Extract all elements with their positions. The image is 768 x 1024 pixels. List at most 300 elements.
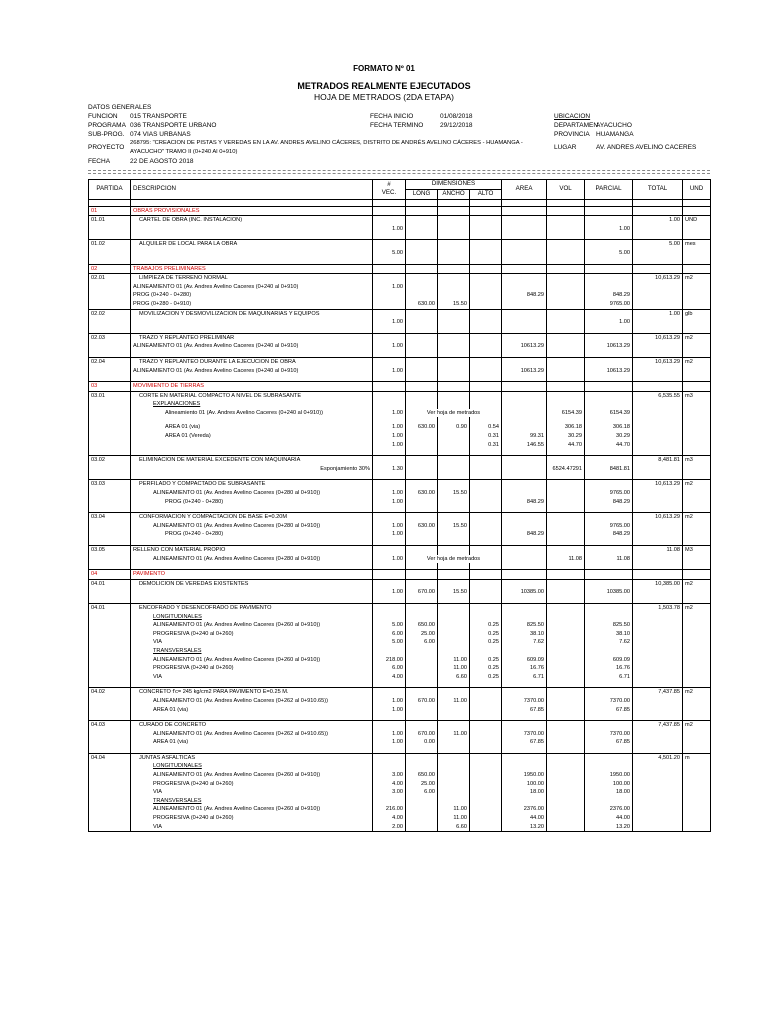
cell-und [683,797,711,806]
cell-descripcion: ALINEAMIENTO 01 (Av. Andres Avelino Caceres (0+280 al 0+910)) [131,555,373,564]
proyecto-value-line1: 268795: "CREACION DE PISTAS Y VEREDAS EN LA AV. ANDRES AVELINO CÁCERES, DISTRITO DE ANDRÉS AVELINO CÁCERES - HUAMANGA - [130,140,523,146]
cell-ancho [438,797,470,806]
cell-parcial: 13.20 [585,823,633,832]
cell-und: UND [683,216,711,225]
section-row [89,264,711,274]
cell-vol: 44.70 [547,441,585,450]
cell-und [683,441,711,450]
cell-vec [373,762,406,771]
cell-partida [89,621,131,630]
programa-value: 036 TRANSPORTE URBANO [130,122,217,129]
cell-total [633,630,683,639]
measure-row [89,630,711,639]
cell-vec: 1.00 [373,588,406,597]
cell-parcial: 67.85 [585,706,633,715]
item-row [89,240,711,249]
cell-partida [89,823,131,832]
cell-long [406,603,438,612]
format-label: FORMATO Nº 01 [353,64,415,73]
cell-parcial [585,480,633,489]
cell-parcial: 44.70 [585,441,633,450]
cell-vec: 1.00 [373,318,406,327]
cell-area: 6.71 [502,673,547,682]
cell-total [633,530,683,539]
cell-total [633,697,683,706]
cell-vec [373,206,406,216]
cell-area [502,206,547,216]
cell-vec [373,579,406,588]
cell-descripcion: ALINEAMIENTO 01 (Av. Andres Avelino Caceres (0+240 al 0+910) [131,342,373,351]
cell-long: 650.00 [406,621,438,630]
ubicacion-label: UBICACION [554,113,591,120]
cell-vol [547,621,585,630]
cell-vec: 1.00 [373,367,406,376]
measure-row [89,555,711,564]
cell-und: m3 [683,456,711,465]
cell-total: 10,613.29 [633,333,683,342]
cell-partida [89,199,131,206]
measure-row [89,673,711,682]
cell-partida [89,638,131,647]
cell-alto: 0.25 [470,638,502,647]
cell-ancho [438,333,470,342]
cell-total [633,382,683,392]
cell-vol [547,546,585,555]
cell-parcial: 825.50 [585,621,633,630]
cell-vol [547,579,585,588]
cell-area: 848.29 [502,291,547,300]
cell-total: 11.08 [633,546,683,555]
cell-descripcion: Esponjamiento 30% [131,465,373,474]
cell-vec: 6.00 [373,664,406,673]
cell-total [633,656,683,665]
cell-total: 6,535.55 [633,391,683,400]
cell-vec: 4.00 [373,780,406,789]
cell-total [633,441,683,450]
cell-alto [470,762,502,771]
cell-vec: 5.00 [373,249,406,258]
cell-long [406,570,438,580]
cell-alto [470,342,502,351]
cell-parcial: 9765.00 [585,489,633,498]
cell-descripcion: TRABAJOS PRELIMINARES [131,264,373,274]
cell-vol [547,283,585,292]
cell-und: m2 [683,513,711,522]
cell-und [683,300,711,309]
cell-partida [89,283,131,292]
cell-vol [547,530,585,539]
cell-total [633,673,683,682]
cell-und [683,738,711,747]
cell-alto [470,309,502,318]
cell-parcial [585,688,633,697]
measure-row [89,409,711,418]
col-area: AREA [502,180,547,200]
cell-ancho: 15.50 [438,522,470,531]
cell-area: 99.31 [502,432,547,441]
item-row [89,309,711,318]
cell-ancho [438,367,470,376]
cell-area [502,721,547,730]
cell-parcial: 10613.29 [585,342,633,351]
cell-ancho [438,216,470,225]
funcion-value: 015 TRANSPORTE [130,113,187,120]
cell-vol [547,489,585,498]
measure-row [89,788,711,797]
section-row [89,382,711,392]
cell-vol [547,730,585,739]
cell-parcial [585,391,633,400]
cell-parcial: 38.10 [585,630,633,639]
cell-partida [89,630,131,639]
cell-partida: 03.04 [89,513,131,522]
cell-vec [373,721,406,730]
cell-parcial [585,546,633,555]
cell-note: Ver hoja de metrados [406,555,502,564]
funcion-label: FUNCION [88,113,118,120]
cell-partida [89,697,131,706]
cell-long [406,498,438,507]
cell-descripcion: PROG (0+240 - 0+280) [131,498,373,507]
cell-total [633,823,683,832]
cell-total [633,706,683,715]
cell-area [502,240,547,249]
cell-vol [547,225,585,234]
cell-ancho [438,357,470,366]
cell-parcial [585,456,633,465]
cell-ancho [438,225,470,234]
cell-descripcion: AREA 01 (via) [131,706,373,715]
cell-area: 67.85 [502,706,547,715]
cell-partida [89,342,131,351]
cell-ancho [438,613,470,622]
cell-descripcion: OBRAS PROVISIONALES [131,206,373,216]
measure-row [89,664,711,673]
cell-vol [547,780,585,789]
cell-area: 848.29 [502,530,547,539]
cell-area: 146.55 [502,441,547,450]
cell-vec: 1.00 [373,225,406,234]
cell-descripcion: MOVIMIENTO DE TIERRAS [131,382,373,392]
item-row [89,456,711,465]
cell-long: 670.00 [406,730,438,739]
item-row [89,480,711,489]
cell-partida: 02.01 [89,274,131,283]
measure-row [89,706,711,715]
cell-parcial [585,647,633,656]
cell-area [502,513,547,522]
cell-descripcion: CONCRETO f'c= 245 kg/cm2 PARA PAVIMENTO E=0.25 M. [131,688,373,697]
cell-long [406,673,438,682]
cell-vec [373,264,406,274]
cell-parcial [585,762,633,771]
item-row [89,216,711,225]
cell-parcial: 8481.81 [585,465,633,474]
cell-descripcion: VIA [131,823,373,832]
cell-partida: 01.01 [89,216,131,225]
cell-vol [547,688,585,697]
cell-partida: 04 [89,570,131,580]
cell-long [406,823,438,832]
cell-ancho [438,480,470,489]
measure-row [89,762,711,771]
cell-area: 7.62 [502,638,547,647]
cell-vec [373,240,406,249]
measure-row [89,318,711,327]
cell-ancho [438,400,470,409]
cell-partida [89,588,131,597]
cell-vec [373,647,406,656]
cell-long [406,656,438,665]
cell-total [633,621,683,630]
cell-long [406,291,438,300]
cell-vec [373,291,406,300]
cell-vec [373,274,406,283]
cell-long: 650.00 [406,771,438,780]
cell-ancho: 6.60 [438,823,470,832]
measure-row [89,797,711,806]
cell-vol [547,400,585,409]
cell-partida [89,498,131,507]
cell-alto [470,588,502,597]
cell-ancho: 11.00 [438,664,470,673]
cell-ancho [438,391,470,400]
cell-descripcion: PROGRESIVA (0+240 al 0+260) [131,780,373,789]
cell-area: 7370.00 [502,730,547,739]
fecha-inicio-value: 01/08/2018 [440,113,473,120]
cell-vol [547,721,585,730]
cell-vol: 306.18 [547,423,585,432]
item-row [89,357,711,366]
cell-area: 10385.00 [502,588,547,597]
cell-vol [547,249,585,258]
cell-parcial: 6.71 [585,673,633,682]
measure-row [89,441,711,450]
cell-area [502,579,547,588]
cell-vol [547,513,585,522]
cell-long [406,274,438,283]
cell-total [633,249,683,258]
cell-long: 25.00 [406,780,438,789]
cell-vol [547,274,585,283]
cell-descripcion [131,441,373,450]
measure-row [89,530,711,539]
measure-row [89,814,711,823]
cell-vol: 30.29 [547,432,585,441]
cell-parcial: 848.29 [585,498,633,507]
page-subtitle: HOJA DE METRADOS (2DA ETAPA) [314,92,454,102]
cell-ancho [438,721,470,730]
departamento-label: DEPARTAMEN [554,122,599,129]
cell-alto [470,199,502,206]
cell-alto [470,797,502,806]
cell-partida [89,489,131,498]
measure-row [89,613,711,622]
cell-long [406,721,438,730]
cell-descripcion: ALINEAMIENTO 01 (Av. Andres Avelino Caceres (0+260 al 0+910)) [131,771,373,780]
cell-alto [470,579,502,588]
cell-ancho [438,249,470,258]
cell-ancho: 15.50 [438,588,470,597]
cell-alto [470,688,502,697]
cell-area: 16.76 [502,664,547,673]
cell-parcial: 7.62 [585,638,633,647]
cell-alto [470,382,502,392]
cell-partida: 03 [89,382,131,392]
cell-ancho [438,240,470,249]
cell-vol [547,788,585,797]
cell-und [683,570,711,580]
spacer-row [89,199,711,206]
cell-vol [547,638,585,647]
cell-vol [547,630,585,639]
cell-total: 4,501.20 [633,753,683,762]
cell-total [633,788,683,797]
cell-area [502,283,547,292]
cell-parcial: 609.09 [585,656,633,665]
cell-und [683,762,711,771]
cell-partida: 02.02 [89,309,131,318]
cell-und [683,771,711,780]
cell-vol [547,309,585,318]
cell-area [502,546,547,555]
cell-area: 44.00 [502,814,547,823]
cell-area: 10613.29 [502,367,547,376]
cell-vol [547,199,585,206]
cell-vec: 1.00 [373,441,406,450]
col-vec-label: VEC. [381,189,397,197]
cell-vol [547,738,585,747]
cell-vol: 6524.47291 [547,465,585,474]
cell-ancho [438,762,470,771]
cell-total [633,771,683,780]
cell-partida [89,771,131,780]
cell-total [633,555,683,564]
cell-und: glb [683,309,711,318]
cell-descripcion: PROGRESIVA (0+240 al 0+260) [131,630,373,639]
metrados-table [88,179,710,832]
cell-vec [373,603,406,612]
cell-descripcion: PAVIMENTO [131,570,373,580]
cell-area: 2376.00 [502,805,547,814]
cell-ancho [438,274,470,283]
cell-vol [547,697,585,706]
cell-area: 609.09 [502,656,547,665]
cell-vol [547,333,585,342]
cell-parcial [585,357,633,366]
measure-row [89,342,711,351]
cell-descripcion: AREA 01 (via) [131,423,373,432]
cell-partida [89,673,131,682]
cell-alto [470,225,502,234]
cell-long: 630.00 [406,300,438,309]
cell-descripcion: VIA [131,673,373,682]
cell-und [683,400,711,409]
cell-total: 10,613.29 [633,480,683,489]
cell-alto [470,814,502,823]
cell-total: 10,385.00 [633,579,683,588]
cell-alto [470,706,502,715]
cell-und [683,283,711,292]
cell-partida [89,530,131,539]
cell-descripcion: ENCOFRADO Y DESENCOFRADO DE PAVIMENTO [131,603,373,612]
cell-descripcion: ALINEAMIENTO 01 (Av. Andres Avelino Caceres (0+240 al 0+910) [131,283,373,292]
cell-parcial [585,721,633,730]
cell-und: M3 [683,546,711,555]
cell-descripcion: VIA [131,788,373,797]
cell-parcial [585,797,633,806]
cell-long [406,357,438,366]
cell-partida [89,730,131,739]
cell-area: 825.50 [502,621,547,630]
measure-row [89,367,711,376]
cell-parcial: 7370.00 [585,730,633,739]
cell-total: 8,481.81 [633,456,683,465]
cell-parcial [585,274,633,283]
cell-descripcion: CARTEL DE OBRA (INC. INSTALACION) [131,216,373,225]
cell-vol [547,291,585,300]
cell-area [502,465,547,474]
cell-total [633,291,683,300]
cell-total [633,730,683,739]
cell-parcial: 6154.39 [585,409,633,418]
cell-descripcion: RELLENO CON MATERIAL PROPIO [131,546,373,555]
cell-long [406,762,438,771]
cell-und [683,409,711,418]
cell-ancho [438,318,470,327]
general-heading: DATOS GENERALES [88,104,152,111]
cell-vol [547,216,585,225]
cell-total [633,738,683,747]
cell-parcial: 9765.00 [585,522,633,531]
cell-vec: 1.00 [373,283,406,292]
cell-total [633,300,683,309]
table-header [89,180,711,200]
cell-vec: 218.00 [373,656,406,665]
cell-alto: 0.31 [470,432,502,441]
cell-total [633,570,683,580]
measure-row [89,400,711,409]
fecha-label: FECHA [88,158,111,165]
fecha-value: 22 DE AGOSTO 2018 [130,158,194,165]
cell-alto: 0.25 [470,656,502,665]
cell-partida: 02.03 [89,333,131,342]
col-vec [373,180,406,200]
cell-alto [470,264,502,274]
cell-parcial [585,753,633,762]
col-dimensiones: DIMENSIONES [406,180,502,190]
cell-parcial: 2376.00 [585,805,633,814]
cell-note: Ver hoja de metrados [406,409,502,418]
cell-partida: 03.05 [89,546,131,555]
general-data [88,103,697,166]
cell-vec: 3.00 [373,771,406,780]
cell-long [406,283,438,292]
cell-area: 18.00 [502,788,547,797]
cell-partida [89,318,131,327]
cell-ancho [438,264,470,274]
cell-parcial: 16.76 [585,664,633,673]
cell-parcial [585,570,633,580]
cell-vol [547,480,585,489]
cell-descripcion: TRAZO Y REPLANTEO PRELIMINAR [131,333,373,342]
cell-und: m2 [683,357,711,366]
cell-vec [373,391,406,400]
cell-total [633,797,683,806]
cell-descripcion: ELIMINACION DE MATERIAL EXCEDENTE CON MAQUINARIA [131,456,373,465]
cell-parcial [585,513,633,522]
cell-ancho: 11.00 [438,656,470,665]
